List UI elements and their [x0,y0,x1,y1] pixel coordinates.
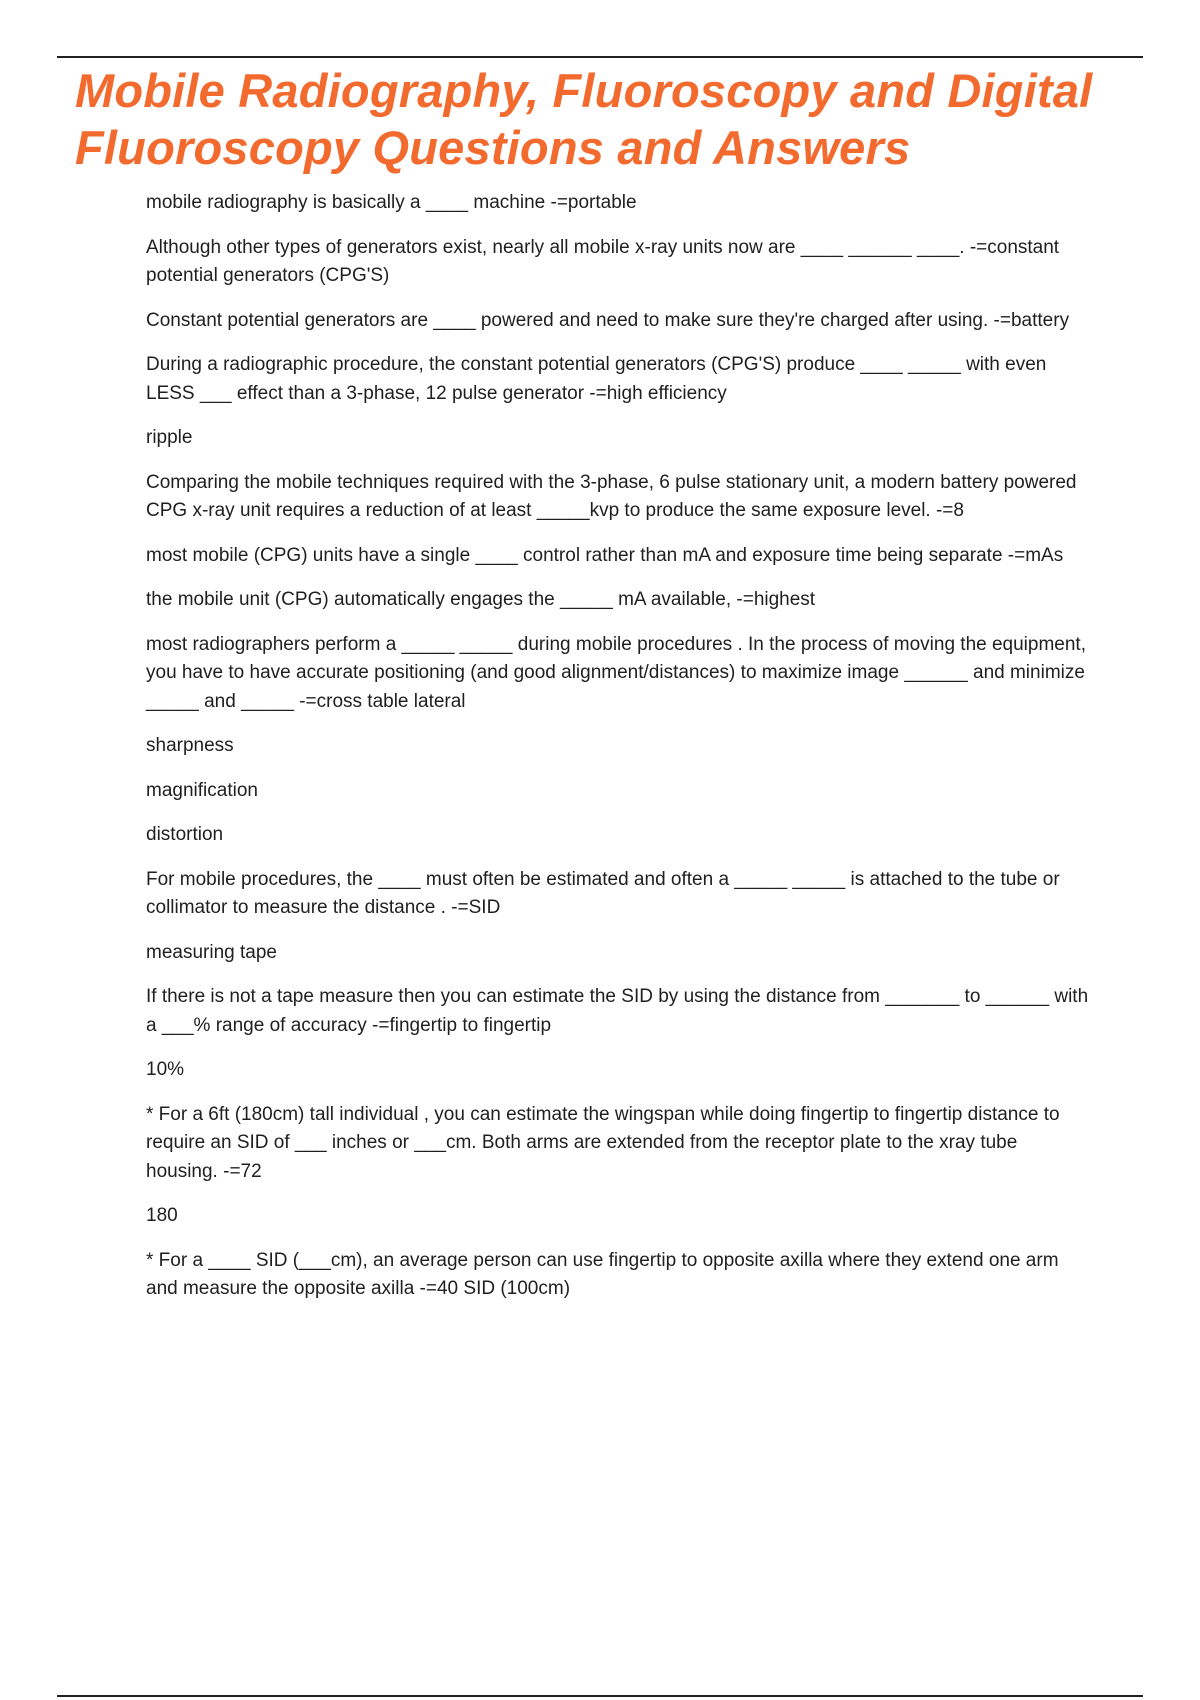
qa-paragraph: 10% [146,1059,185,1080]
qa-paragraph: During a radiographic procedure, the constant potential generators (CPG'S) produce ____ _____ with even LESS ___ effect than a 3-phase, 12 pulse generator -=high efficiency [146,354,1047,404]
qa-paragraph: * For a 6ft (180cm) tall individual , you can estimate the wingspan while doing fingertip to fingertip distance to require an SID of ___ inches or ___cm. Both arms are extended from the receptor plate to the xray tube housing. -=72 [146,1103,1060,1182]
qa-paragraph: most radiographers perform a _____ _____ during mobile procedures . In the process of moving the equipment, you have to have accurate positioning (and good alignment/distances) to maximize image ______ and minimize _____ and _____ -=cross table lateral [146,633,1086,712]
qa-paragraph: distortion [146,824,224,845]
qa-paragraph: Although other types of generators exist, nearly all mobile x-ray units now are ____ ______ ____. -=constant potential generators (CPG'S) [146,236,1060,286]
qa-paragraph: For mobile procedures, the ____ must often be estimated and often a _____ _____ is attached to the tube or collimator to measure the distance . -=SID [146,868,1060,918]
qa-paragraph: mobile radiography is basically a ____ machine -=portable [146,192,637,213]
qa-paragraph: If there is not a tape measure then you can estimate the SID by using the distance from _______ to ______ with a ___% range of accuracy -=fingertip to fingertip [146,986,1089,1036]
qa-paragraph: Comparing the mobile techniques required with the 3-phase, 6 pulse stationary unit, a modern battery powered CPG x-ray unit requires a reduction of at least _____kvp to produce the same exposure level. -=8 [146,471,1077,521]
qa-paragraph: the mobile unit (CPG) automatically engages the _____ mA available, -=highest [146,589,816,610]
qa-paragraph: * For a ____ SID (___cm), an average person can use fingertip to opposite axilla where they extend one arm and measure the opposite axilla -=40 SID (100cm) [146,1249,1059,1299]
bottom-divider [57,1695,1143,1697]
qa-paragraph: measuring tape [146,941,277,963]
top-divider [57,56,1143,58]
qa-content [146,189,1090,1320]
qa-paragraph: most mobile (CPG) units have a single ____ control rather than mA and exposure time being separate -=mAs [146,544,1064,566]
qa-paragraph: 180 [146,1205,178,1226]
qa-paragraph: Constant potential generators are ____ powered and need to make sure they're charged after using. -=battery [146,309,1070,331]
qa-paragraph: sharpness [146,735,234,756]
document-title: Mobile Radiography, Fluoroscopy and Digital Fluoroscopy Questions and Answers [75,64,1093,174]
qa-paragraph: magnification [146,779,258,801]
qa-paragraph: ripple [146,427,193,448]
